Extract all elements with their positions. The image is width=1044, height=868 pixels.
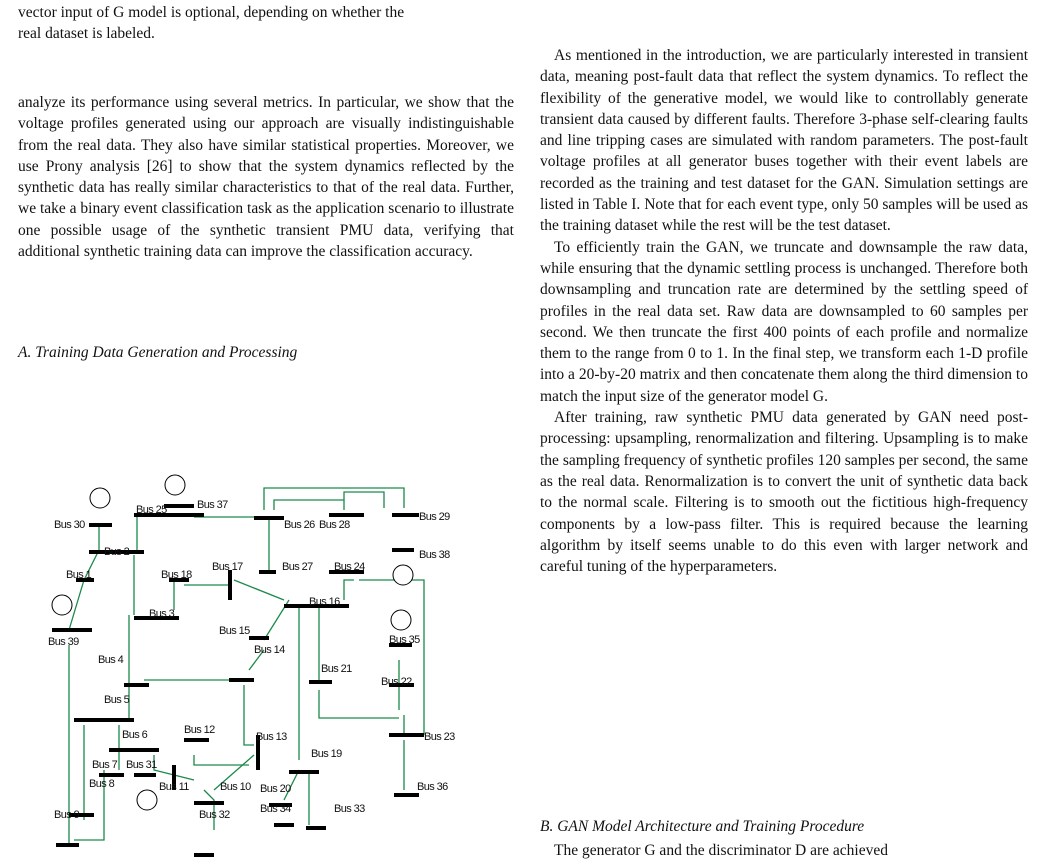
bus-label: Bus 13 (256, 731, 287, 743)
left-caption-end (18, 2, 514, 45)
bus-bars (52, 506, 424, 855)
bus-label: Bus 6 (122, 729, 148, 741)
generator-38-icon (393, 565, 413, 585)
caption-line-2: real dataset is labeled. (18, 25, 155, 43)
bus-label: Bus 5 (104, 694, 130, 706)
bus-label: Bus 15 (219, 625, 250, 637)
bus-label: Bus 26 (284, 519, 315, 531)
bus-labels (48, 499, 455, 821)
right-paragraph-4-block (540, 840, 1028, 861)
bus-label: Bus 30 (54, 519, 85, 531)
line-28-29 (344, 492, 384, 508)
bus-label: Bus 2 (104, 546, 130, 558)
bus-label: Bus 9 (54, 809, 80, 821)
bus-label: Bus 22 (381, 676, 412, 688)
line-21-22 (319, 690, 399, 718)
bus-label: Bus 34 (260, 803, 291, 815)
left-body-text: analyze its performance using several metrics. In particular, we show that the voltage profiles generated using our approach are visually indistinguishable from the real data. They also have similar statistical properties. Moreover, we use Prony analysis [26] to show that the system dynamics reflected by the synthetic data has really similar characteristics to that of the real data. Further, we take a binary event classification task as the application scenario to illustrate one possible usage of the synthetic transient PMU data, verifying that additional synthetic training data can improve the classification accuracy. (18, 94, 514, 261)
bus-label: Bus 8 (89, 778, 115, 790)
bus-label: Bus 27 (282, 561, 313, 573)
bus-label: Bus 16 (309, 596, 340, 608)
bus-label: Bus 38 (419, 549, 450, 561)
bus-label: Bus 20 (260, 783, 291, 795)
bus-label: Bus 23 (424, 731, 455, 743)
right-paragraph-1: As mentioned in the introduction, we are particularly interested in transient data, meaning post-fault data that reflect the system dynamics. To reflect the flexibility of the generative model, we would like to controllably generate transient data caused by different faults. Therefore 3-phase self-clearing faults and line tripping cases are simulated with random parameters. The post-fault voltage profiles at all generator buses together with their event labels are recorded as the training and test dataset for the GAN. Simulation settings are listed in Table I. Note that for each event type, only 50 samples will be used as the training dataset while the rest will be the test dataset. (540, 47, 1028, 235)
bus-label: Bus 21 (321, 663, 352, 675)
line-24-23 (359, 580, 424, 735)
bus-label: Bus 7 (92, 759, 118, 771)
right-paragraph-4: The generator G and the discriminator D are achieved (554, 842, 888, 859)
right-paragraph-2: To efficiently train the GAN, we truncate and downsample the raw data, while ensuring that the dynamic settling process is unchanged. Therefore both downsampling and truncation rate are determined by the settling speed of profiles in the real data set. Raw data are downsampled to 60 samples per second. We then truncate the first 400 points of each profile and normalize them to the range from 0 to 1. In the final step, we transform each 1-D profile into a 20-by-20 matrix and then concatenate them along the third dimension to match the input size of the generator model G. (540, 238, 1028, 405)
line-12-13 (194, 755, 249, 765)
bus-label: Bus 36 (417, 781, 448, 793)
section-b-title: B. GAN Model Architecture and Training Procedure (540, 818, 865, 835)
bus-label: Bus 39 (48, 636, 79, 648)
bus-label: Bus 37 (197, 499, 228, 511)
generator-35-icon (391, 610, 411, 630)
bus-label: Bus 32 (199, 809, 230, 821)
bus-label: Bus 28 (319, 519, 350, 531)
caption-line-1: vector input of G model is optional, depending on whether the (18, 4, 405, 21)
left-paragraph (18, 92, 514, 262)
bus-label: Bus 17 (212, 561, 243, 573)
right-column (540, 45, 1028, 577)
line-26-28 (274, 500, 344, 510)
generator-39-icon (52, 595, 72, 615)
bus-label: Bus 25 (136, 504, 167, 516)
line-26-29 (264, 488, 404, 510)
ieee-39-bus-diagram (44, 470, 455, 862)
line-17-16 (234, 580, 284, 600)
right-paragraph-3: After training, raw synthetic PMU data generated by GAN need post-processing: upsampling, renormalization and filtering. Upsampling is to make the sampling frequency of synthetic profiles 120 samples per second, the same as the real data. Renormalization is to convert the unit of synthetic data back to the normal scale. Filtering is to smooth out the fictitious high-frequency components by a low-pass filter. This is required because the learning algorithm by itself seems unable to do this even with larger network and careful tuning of the hyperparameters. (540, 409, 1028, 576)
generator-31-icon (137, 790, 157, 810)
generator-37-icon (165, 475, 185, 495)
bus-label: Bus 12 (184, 724, 215, 736)
bus-label: Bus 18 (161, 569, 192, 581)
bus-label: Bus 24 (334, 561, 365, 573)
bus-label: Bus 29 (419, 511, 450, 523)
generator-30-icon (90, 488, 110, 508)
bus-label: Bus 3 (149, 608, 175, 620)
line-16-24 (344, 580, 354, 600)
bus-label: Bus 31 (126, 759, 157, 771)
section-a-heading (18, 342, 514, 363)
line-14-13 (244, 685, 254, 745)
section-b-heading (540, 816, 1028, 837)
section-a-title: A. Training Data Generation and Processing (18, 344, 298, 361)
bus-label: Bus 11 (159, 781, 189, 793)
bus-label: Bus 10 (220, 781, 251, 793)
bus-label: Bus 33 (334, 803, 365, 815)
bus-label: Bus 4 (98, 654, 124, 666)
bus-label: Bus 1 (66, 569, 92, 581)
bus-label: Bus 19 (311, 748, 342, 760)
bus-label: Bus 14 (254, 644, 285, 656)
bus-label: Bus 35 (389, 634, 420, 646)
